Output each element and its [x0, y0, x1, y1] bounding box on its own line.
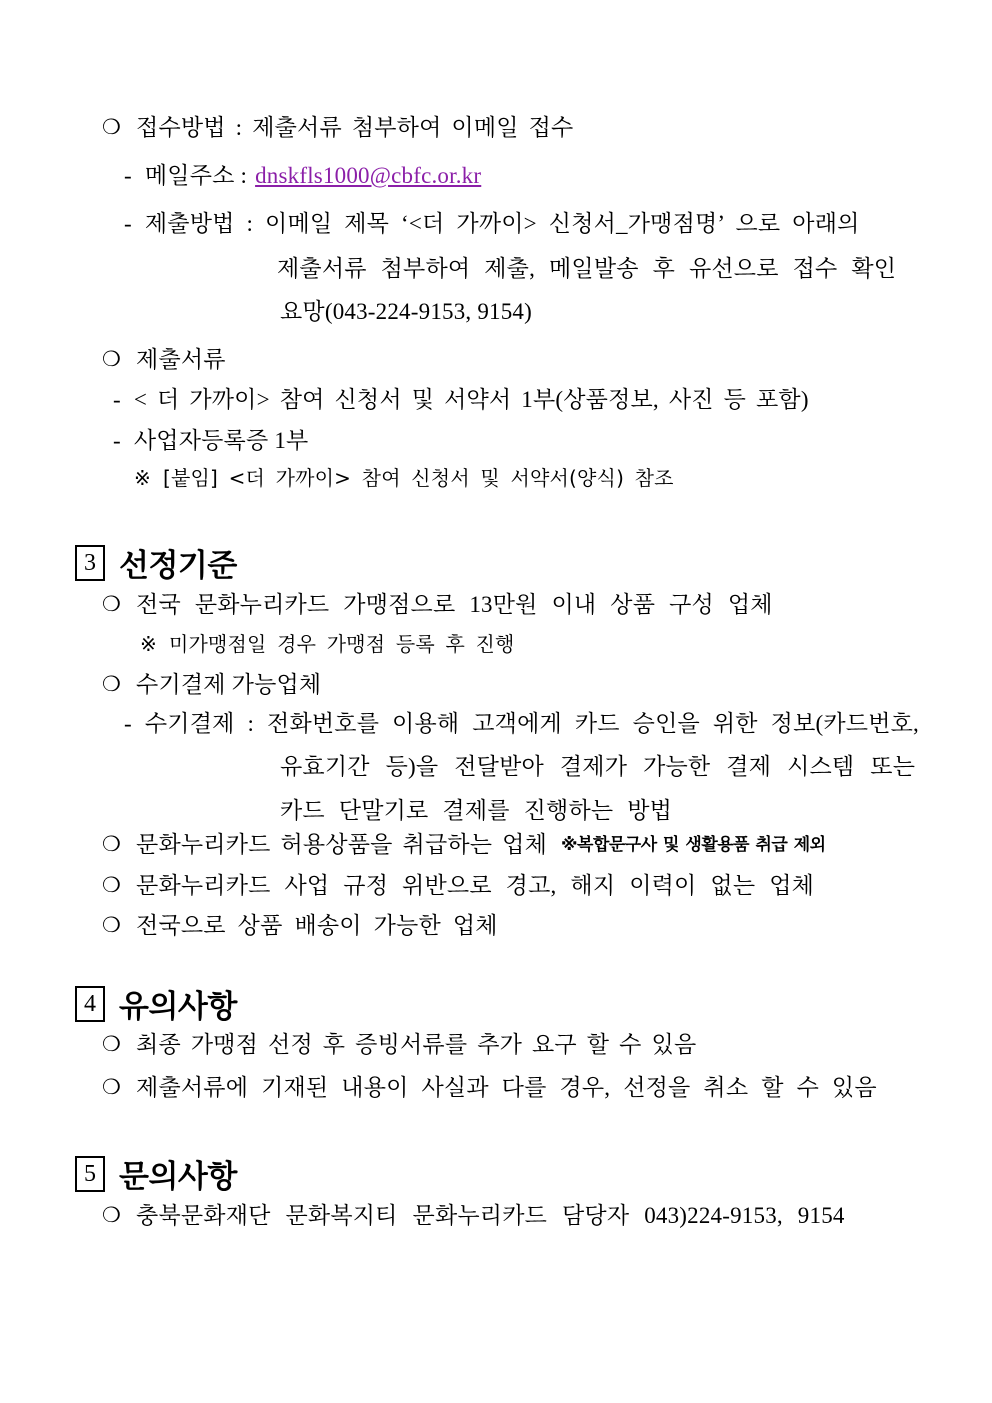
precautions-item-1	[102, 1029, 696, 1060]
inquiries-item-1	[102, 1200, 845, 1231]
section-precautions-heading	[75, 981, 237, 1026]
email-address-line	[124, 161, 481, 191]
email-label: 메일주소 :	[144, 163, 248, 188]
section-number-box: 5	[75, 1156, 105, 1192]
reception-method-line	[102, 112, 573, 143]
submit-method-line-1	[124, 209, 860, 239]
criteria-item-2-text: 수기결제 가능업체	[136, 672, 322, 697]
circle-bullet: ❍	[102, 1032, 122, 1056]
reception-method-text: 접수방법 : 제출서류 첨부하여 이메일 접수	[136, 115, 574, 140]
reference-mark: ※	[134, 466, 151, 490]
precautions-item-1-text: 최종 가맹점 선정 후 증빙서류를 추가 요구 할 수 있음	[136, 1032, 697, 1057]
documents-item-2-text: 사업자등록증 1부	[133, 428, 309, 453]
submit-method-line-3	[280, 297, 532, 327]
submit-method-text-1: 제출방법 : 이메일 제목 ‘<더 가까이> 신청서_가맹점명’ 으로 아래의	[144, 211, 860, 236]
dash-bullet: -	[124, 211, 132, 236]
documents-item-1	[113, 385, 809, 415]
criteria-item-2-def-2	[280, 752, 915, 782]
criteria-item-4	[102, 870, 814, 901]
section-criteria-heading	[75, 540, 237, 585]
submit-method-line-2	[277, 254, 896, 284]
criteria-item-2-def-3	[280, 796, 672, 826]
circle-bullet: ❍	[102, 347, 122, 371]
criteria-item-2-def-1-text: 수기결제 : 전화번호를 이용해 고객에게 카드 승인을 위한 정보(카드번호,	[144, 711, 919, 736]
circle-bullet: ❍	[102, 1203, 122, 1227]
submit-method-text-2: 제출서류 첨부하여 제출, 메일발송 후 유선으로 접수 확인	[277, 256, 897, 281]
section-inquiries-title: 문의사항	[119, 1159, 237, 1195]
criteria-item-2-def-1	[124, 709, 919, 739]
precautions-item-2	[102, 1072, 877, 1103]
dash-bullet: -	[124, 163, 132, 188]
section-number-box: 3	[75, 545, 105, 581]
documents-item-2	[113, 426, 308, 456]
criteria-item-3	[102, 829, 826, 860]
criteria-item-5	[102, 910, 498, 941]
criteria-item-1-note-text: 미가맹점일 경우 가맹점 등록 후 진행	[168, 632, 515, 656]
dash-bullet: -	[113, 428, 121, 453]
criteria-item-2	[102, 669, 321, 700]
circle-bullet: ❍	[102, 115, 122, 139]
section-number-box: 4	[75, 986, 105, 1022]
reference-mark: ※	[140, 632, 157, 656]
inquiries-item-1-text: 충북문화재단 문화복지티 문화누리카드 담당자 043)224-9153, 9154	[136, 1203, 845, 1228]
submit-method-text-3: 요망(043-224-9153, 9154)	[280, 299, 532, 324]
criteria-item-2-def-3-text: 카드 단말기로 결제를 진행하는 방법	[280, 798, 673, 823]
documents-title-line	[102, 344, 226, 375]
section-inquiries-heading	[75, 1151, 237, 1196]
circle-bullet: ❍	[102, 873, 122, 897]
criteria-item-1	[102, 589, 773, 620]
documents-note-text: [붙임] <더 가까이> 참여 신청서 및 서약서(양식) 참조	[162, 466, 674, 490]
documents-note-line	[134, 463, 674, 493]
criteria-item-3-text: 문화누리카드 허용상품을 취급하는 업체	[136, 832, 547, 857]
criteria-item-3-note-text: ※복합문구사 및 생활용품 취급 제외	[561, 835, 826, 855]
precautions-item-2-text: 제출서류에 기재된 내용이 사실과 다를 경우, 선정을 취소 할 수 있음	[136, 1075, 877, 1100]
criteria-item-4-text: 문화누리카드 사업 규정 위반으로 경고, 해지 이력이 없는 업체	[136, 873, 815, 898]
documents-item-1-text: < 더 가까이> 참여 신청서 및 서약서 1부(상품정보, 사진 등 포함)	[133, 387, 809, 412]
dash-bullet: -	[113, 387, 121, 412]
circle-bullet: ❍	[102, 832, 122, 856]
circle-bullet: ❍	[102, 592, 122, 616]
circle-bullet: ❍	[102, 672, 122, 696]
criteria-item-2-def-2-text: 유효기간 등)을 전달받아 결제가 가능한 결제 시스템 또는	[280, 754, 916, 779]
circle-bullet: ❍	[102, 1075, 122, 1099]
section-criteria-title: 선정기준	[119, 548, 237, 584]
documents-title-text: 제출서류	[136, 347, 226, 372]
criteria-item-5-text: 전국으로 상품 배송이 가능한 업체	[136, 913, 498, 938]
section-precautions-title: 유의사항	[119, 989, 237, 1025]
criteria-item-1-note	[140, 629, 515, 659]
circle-bullet: ❍	[102, 913, 122, 937]
email-link[interactable]: dnskfls1000@cbfc.or.kr	[255, 163, 482, 188]
criteria-item-1-text: 전국 문화누리카드 가맹점으로 13만원 이내 상품 구성 업체	[136, 592, 773, 617]
dash-bullet: -	[124, 711, 132, 736]
